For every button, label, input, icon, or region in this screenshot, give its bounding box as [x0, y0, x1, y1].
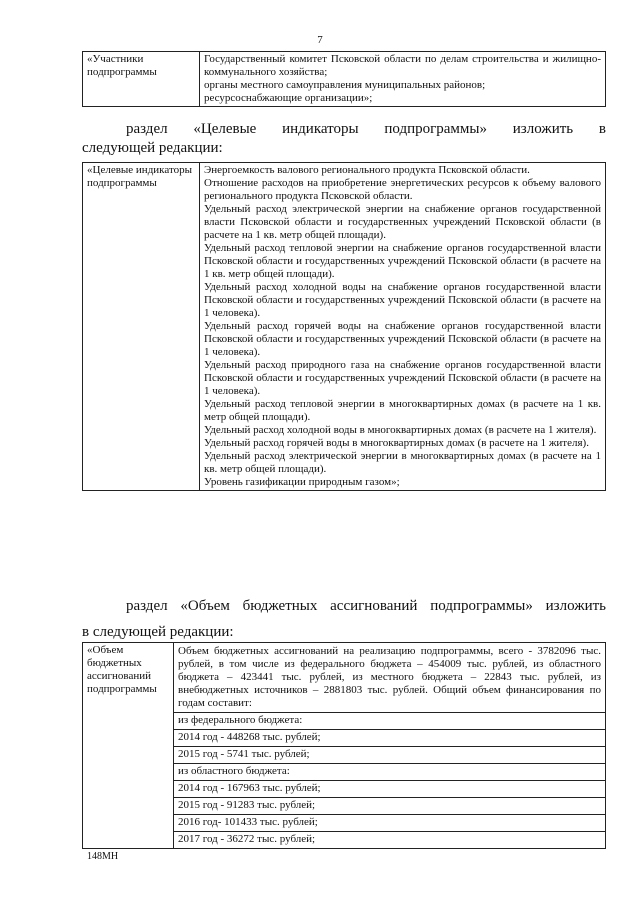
indicator-item: Удельный расход холодной воды в многоквартирных домах (в расчете на 1 жителя).: [204, 424, 597, 436]
participants-item: Государственный комитет Псковской области по делам строительства и жилищно-коммунального хозяйства;: [204, 53, 601, 78]
budget-heading-line1: раздел «Объем бюджетных ассигнований подпрограммы» изложить: [126, 598, 606, 614]
budget-line: 2014 год - 448268 тыс. рублей;: [174, 730, 605, 747]
indicator-item: Удельный расход природного газа на снабжение органов государственной власти Псковской области и государственных учреждений Псковской области (в расчете на 1 человека).: [204, 359, 601, 397]
indicator-item: Удельный расход горячей воды в многоквартирных домах (в расчете на 1 жителя).: [204, 437, 589, 449]
participants-item: органы местного самоуправления муниципальных районов;: [204, 79, 486, 91]
indicators-heading-line2: следующей редакции:: [82, 140, 223, 156]
budget-heading: [82, 597, 606, 642]
indicators-content: [200, 163, 606, 491]
budget-heading-line2: в следующей редакции:: [82, 624, 234, 640]
indicators-label: «Целевые индикаторы подпрограммы: [83, 163, 200, 491]
indicator-item: Удельный расход холодной воды на снабжение органов государственной власти Псковской области и государственных учреждений Псковской области (в расчете на 1 человека).: [204, 281, 601, 319]
budget-line: из федерального бюджета:: [174, 713, 605, 730]
participants-table: [82, 51, 606, 107]
indicator-item: Отношение расходов на приобретение энергетических ресурсов к объему валового регионального продукта Псковской области.: [204, 177, 601, 202]
participants-label: «Участники подпрограммы: [83, 52, 200, 107]
budget-line: из областного бюджета:: [174, 764, 605, 781]
indicator-item: Удельный расход электрической энергии в многоквартирных домах (в расчете на 1 кв. метр общей площади).: [204, 450, 601, 475]
budget-summary: Объем бюджетных ассигнований на реализацию подпрограммы, всего - 3782096 тыс. рублей, в том числе из федерального бюджета – 454009 тыс. рублей, из областного бюджета – 423441 тыс. рублей, из местного бюджета – 22843 тыс. рублей, из внебюджетных источников – 2881803 тыс. рублей. Общий объем финансирования по годам составит:: [174, 644, 605, 713]
participants-content: [200, 52, 606, 107]
indicator-item: Удельный расход тепловой энергии в многоквартирных домах (в расчете на 1 кв. метр общей площади).: [204, 398, 601, 423]
participants-item: ресурсоснабжающие организации»;: [204, 92, 373, 104]
budget-line: 2017 год - 36272 тыс. рублей;: [178, 833, 316, 845]
footer-code: 148МН: [87, 851, 119, 862]
budget-line: 2014 год - 167963 тыс. рублей;: [174, 781, 605, 798]
page-number: 7: [317, 34, 323, 46]
budget-table: [82, 642, 606, 849]
budget-line: 2016 год- 101433 тыс. рублей;: [174, 815, 605, 832]
indicator-item: Удельный расход тепловой энергии на снабжение органов государственной власти Псковской области и государственных учреждений Псковской области (в расчете на 1 кв. метр общей площади).: [204, 242, 601, 280]
indicators-heading-line1: раздел «Целевые индикаторы подпрограммы» изложить в: [126, 121, 606, 137]
indicator-item: Удельный расход горячей воды на снабжение органов государственной власти Псковской области и государственных учреждений Псковской области (в расчете на 1 человека).: [204, 320, 601, 358]
indicator-item: Удельный расход электрической энергии на снабжение органов государственной власти Псковской области и государственных учреждений Псковской области (в расчете на 1 кв. метр общей площади).: [204, 203, 601, 241]
indicators-heading: [82, 120, 606, 158]
budget-line: 2015 год - 5741 тыс. рублей;: [174, 747, 605, 764]
indicator-item: Энергоемкость валового регионального продукта Псковской области.: [204, 164, 530, 176]
budget-content: [174, 643, 606, 849]
budget-label: «Объем бюджетных ассигнований подпрограммы: [83, 643, 174, 849]
indicator-item: Уровень газификации природным газом»;: [204, 476, 400, 488]
budget-line: 2015 год - 91283 тыс. рублей;: [174, 798, 605, 815]
indicators-table: [82, 162, 606, 491]
